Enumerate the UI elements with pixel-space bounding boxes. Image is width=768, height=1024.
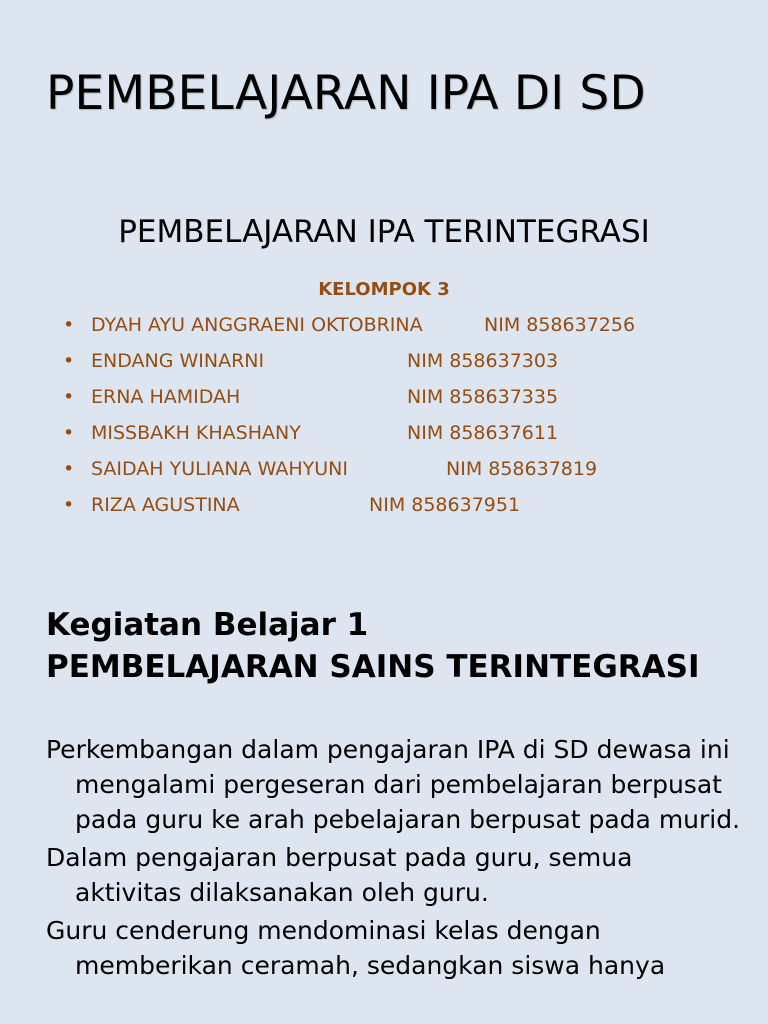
member-list	[0, 311, 768, 527]
member-nim: NIM 858637335	[407, 386, 559, 408]
member-item	[0, 311, 768, 347]
member-nim: NIM 858637611	[407, 422, 559, 444]
bullet-icon: •	[63, 422, 75, 444]
member-nim: NIM 858637303	[407, 350, 559, 372]
member-nim: NIM 858637256	[484, 314, 636, 336]
member-item	[0, 347, 768, 383]
body-text	[46, 732, 746, 986]
member-nim: NIM 858637951	[369, 494, 521, 516]
member-item	[0, 383, 768, 419]
member-name: RIZA AGUSTINA	[91, 494, 240, 516]
member-name: DYAH AYU ANGGRAENI OKTOBRINA	[91, 314, 423, 336]
bullet-icon: •	[63, 386, 75, 408]
bullet-icon: •	[63, 458, 75, 480]
bullet-icon: •	[63, 350, 75, 372]
group-heading: KELOMPOK 3	[318, 279, 450, 300]
member-nim: NIM 858637819	[446, 458, 598, 480]
section-heading-line2: PEMBELAJARAN SAINS TERINTEGRASI	[46, 649, 700, 685]
slide-title: PEMBELAJARAN IPA DI SD	[46, 66, 646, 121]
paragraph: Guru cenderung mendominasi kelas dengan memberikan ceramah, sedangkan siswa hanya	[46, 916, 666, 980]
paragraph: Dalam pengajaran berpusat pada guru, semua aktivitas dilaksanakan oleh guru.	[46, 843, 633, 907]
member-item	[0, 419, 768, 455]
section-heading-line1: Kegiatan Belajar 1	[46, 607, 369, 643]
member-name: SAIDAH YULIANA WAHYUNI	[91, 458, 348, 480]
member-name: ERNA HAMIDAH	[91, 386, 241, 408]
member-item	[0, 455, 768, 491]
bullet-icon: •	[63, 494, 75, 516]
section-heading	[46, 604, 700, 688]
member-item	[0, 491, 768, 527]
bullet-icon: •	[63, 314, 75, 336]
member-name: ENDANG WINARNI	[91, 350, 265, 372]
member-name: MISSBAKH KHASHANY	[91, 422, 301, 444]
slide-subtitle: PEMBELAJARAN IPA TERINTEGRASI	[118, 214, 650, 250]
paragraph: Perkembangan dalam pengajaran IPA di SD dewasa ini mengalami pergeseran dari pembelajaran berpusat pada guru ke arah pebelajaran berpusat pada murid.	[46, 735, 741, 834]
